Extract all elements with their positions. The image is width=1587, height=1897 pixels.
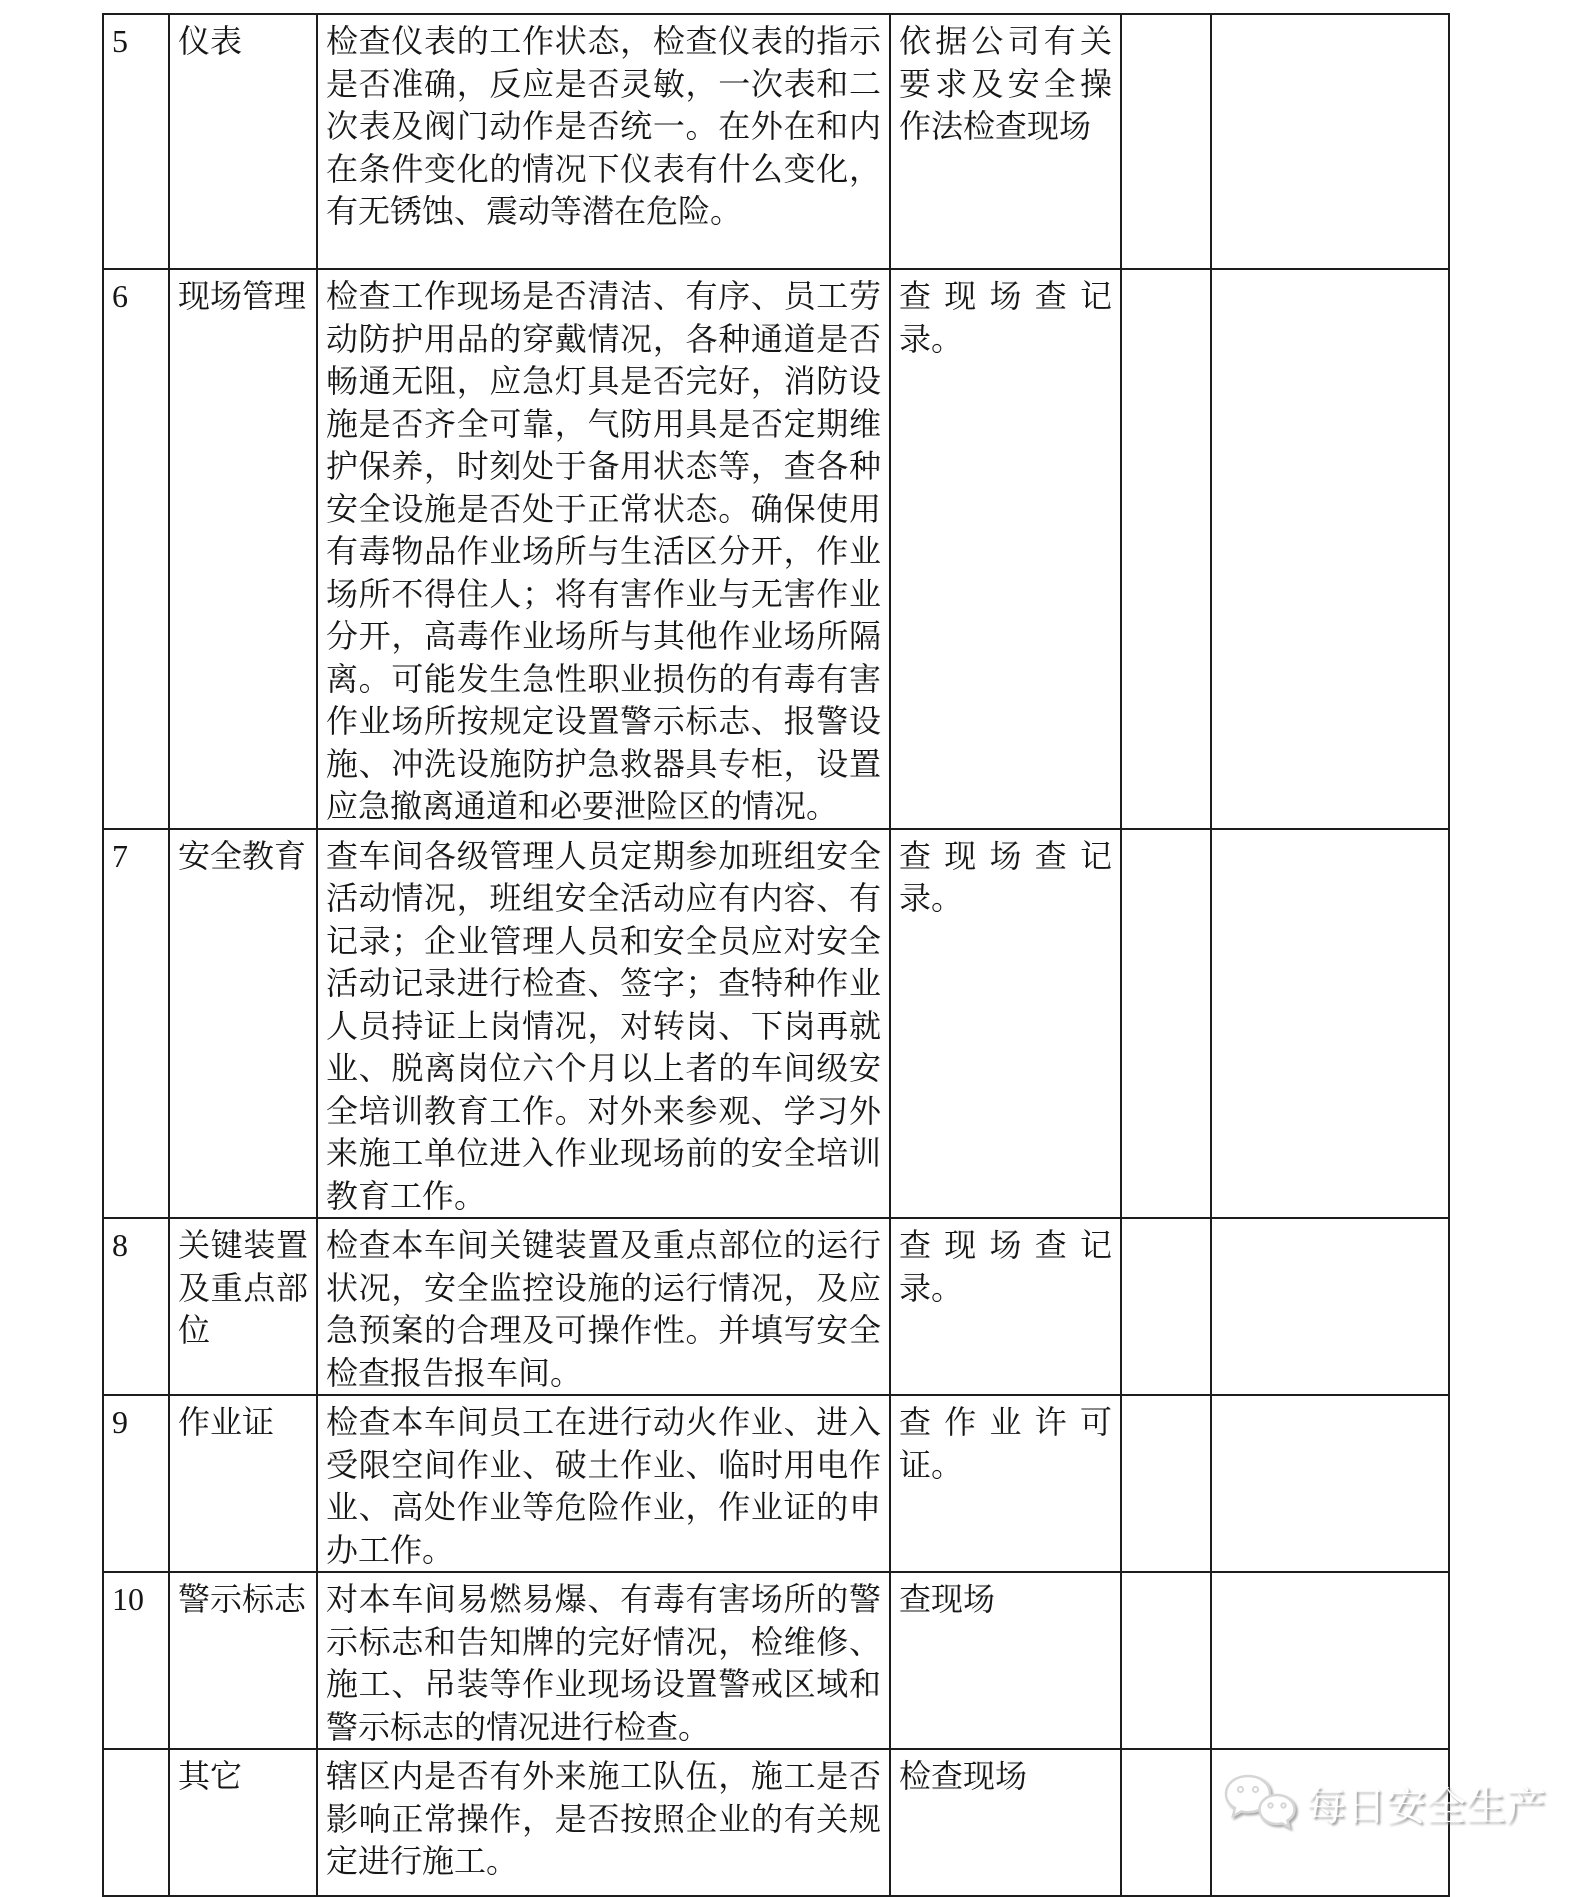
empty-check-cell [1121,1749,1211,1896]
description-cell: 检查仪表的工作状态，检查仪表的指示是否准确，反应是否灵敏，一次表和二次表及阀门动作是否统一。在外在和内在条件变化的情况下仪表有什么变化，有无锈蚀、震动等潜在危险。 [317,14,890,269]
empty-remark-cell [1211,1218,1449,1395]
table-row [103,14,1449,269]
empty-remark-cell [1211,1749,1449,1896]
empty-remark-cell [1211,1395,1449,1572]
empty-check-cell [1121,1395,1211,1572]
empty-check-cell [1121,1572,1211,1749]
method-cell: 依据公司有关要求及安全操作法检查现场 [890,14,1121,269]
table-row [103,829,1449,1219]
method-cell: 查现场 [890,1572,1121,1749]
category-cell: 作业证 [169,1395,317,1572]
row-number-cell: 8 [103,1218,169,1395]
row-number-cell: 6 [103,269,169,829]
watermark-label: 每日安全生产 [1306,1784,1546,1829]
empty-check-cell [1121,1218,1211,1395]
table-row [103,269,1449,829]
empty-remark-cell [1211,1572,1449,1749]
description-cell: 检查本车间员工在进行动火作业、进入受限空间作业、破土作业、临时用电作业、高处作业等危险作业，作业证的申办工作。 [317,1395,890,1572]
table-row [103,1395,1449,1572]
description-cell: 对本车间易燃易爆、有毒有害场所的警示标志和告知牌的完好情况，检维修、施工、吊装等作业现场设置警戒区域和警示标志的情况进行检查。 [317,1572,890,1749]
empty-remark-cell [1211,269,1449,829]
category-cell: 仪表 [169,14,317,269]
method-cell: 查现场查记录。 [890,829,1121,1219]
safety-inspection-table [102,13,1450,1897]
category-cell: 其它 [169,1749,317,1896]
method-cell: 查作业许可证。 [890,1395,1121,1572]
table-row [103,1572,1449,1749]
empty-check-cell [1121,269,1211,829]
method-cell: 检查现场 [890,1749,1121,1896]
empty-remark-cell [1211,829,1449,1219]
row-number-cell: 9 [103,1395,169,1572]
table-row [103,1749,1449,1896]
method-cell: 查现场查记录。 [890,1218,1121,1395]
description-cell: 辖区内是否有外来施工队伍，施工是否影响正常操作，是否按照企业的有关规定进行施工。 [317,1749,890,1896]
method-cell: 查现场查记录。 [890,269,1121,829]
category-cell: 安全教育 [169,829,317,1219]
row-number-cell: 10 [103,1572,169,1749]
row-number-cell: 5 [103,14,169,269]
description-cell: 检查工作现场是否清洁、有序、员工劳动防护用品的穿戴情况，各种通道是否畅通无阻，应急灯具是否完好，消防设施是否齐全可靠，气防用具是否定期维护保养，时刻处于备用状态等，查各种安全设施是否处于正常状态。确保使用有毒物品作业场所与生活区分开，作业场所不得住人；将有害作业与无害作业分开，高毒作业场所与其他作业场所隔离。可能发生急性职业损伤的有毒有害作业场所按规定设置警示标志、报警设施、冲洗设施防护急救器具专柜，设置应急撤离通道和必要泄险区的情况。 [317,269,890,829]
empty-check-cell [1121,14,1211,269]
row-number-cell: 7 [103,829,169,1219]
description-cell: 检查本车间关键装置及重点部位的运行状况，安全监控设施的运行情况，及应急预案的合理及可操作性。并填写安全检查报告报车间。 [317,1218,890,1395]
empty-remark-cell [1211,14,1449,269]
category-cell: 警示标志 [169,1572,317,1749]
category-cell: 关键装置及重点部位 [169,1218,317,1395]
row-number-cell [103,1749,169,1896]
table-row [103,1218,1449,1395]
description-cell: 查车间各级管理人员定期参加班组安全活动情况，班组安全活动应有内容、有记录；企业管理人员和安全员应对安全活动记录进行检查、签字；查特种作业人员持证上岗情况，对转岗、下岗再就业、脱离岗位六个月以上者的车间级安全培训教育工作。对外来参观、学习外来施工单位进入作业现场前的安全培训教育工作。 [317,829,890,1219]
category-cell: 现场管理 [169,269,317,829]
empty-check-cell [1121,829,1211,1219]
